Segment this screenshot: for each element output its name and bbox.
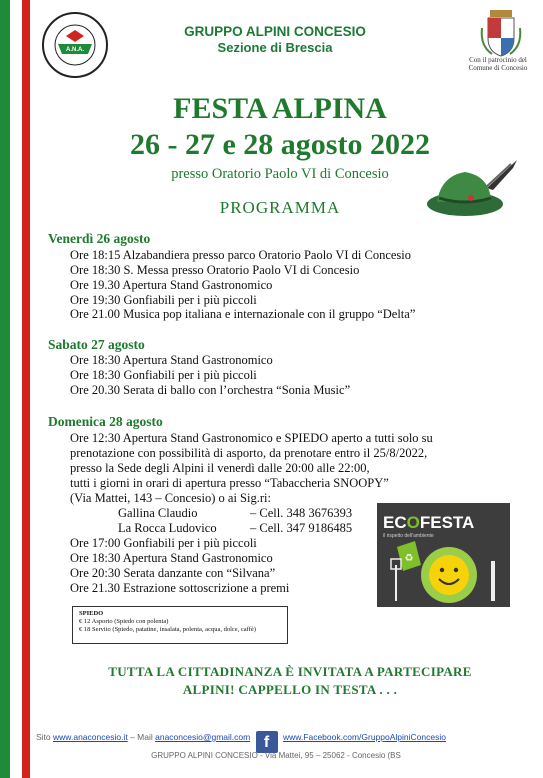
program-line: prenotazione con possibilità di asporto, da prenotare entro il 25/8/2022,	[70, 446, 428, 460]
contact-name: Gallina Claudio	[118, 506, 198, 520]
flag-stripe-red	[22, 0, 30, 778]
svg-text:A.N.A.: A.N.A.	[66, 47, 84, 53]
mail-link[interactable]: anaconcesio@gmail.com	[155, 732, 251, 742]
flag-stripe-green	[0, 0, 10, 778]
facebook-icon[interactable]: f	[256, 731, 278, 753]
program-line: tutti i giorni in orari di apertura presso “Tabaccheria SNOOPY”	[70, 476, 389, 490]
contact-name: La Rocca Ludovico	[118, 521, 217, 535]
program-line: Ore 18:15 Alzabandiera presso parco Oratorio Paolo VI di Concesio	[70, 248, 411, 262]
program-line: Ore 12:30 Apertura Stand Gastronomico e SPIEDO aperto a tutti solo su	[70, 431, 433, 445]
day-title-friday: Venerdì 26 agosto	[48, 231, 151, 246]
comune-crest-icon	[478, 8, 524, 58]
program-line: presso la Sede degli Alpini il venerdì dalle 20:00 alle 22:00,	[70, 461, 370, 475]
org-name: GRUPPO ALPINI CONCESIO	[184, 24, 366, 39]
spiedo-title: SPIEDO	[79, 610, 104, 617]
mail-label: – Mail	[130, 732, 153, 742]
program-line: Ore 19:30 Gonfiabili per i più piccoli	[70, 293, 257, 307]
day-title-saturday: Sabato 27 agosto	[48, 337, 145, 352]
footer-address: GRUPPO ALPINI CONCESIO - Via Mattei, 95 – 25062 - Concesio (BS	[151, 751, 401, 760]
program-line: (Via Mattei, 143 – Concesio) o ai Sig.ri:	[70, 491, 271, 505]
program-line: Ore 21.30 Estrazione sottoscrizione a premi	[70, 581, 290, 595]
program-line: Ore 19.30 Apertura Stand Gastronomico	[70, 278, 273, 292]
contact-phone: – Cell. 347 9186485	[250, 521, 353, 535]
spiedo-price-line: € 12 Asporto (Spiedo con polenta)	[79, 618, 169, 625]
links-bar	[36, 731, 536, 753]
facebook-link[interactable]: www.Facebook.com/GruppoAlpiniConcesio	[282, 732, 446, 742]
org-section: Sezione di Brescia	[217, 40, 333, 55]
programma-heading: PROGRAMMA	[219, 198, 341, 217]
program-line: Ore 20.30 Serata di ballo con l’orchestra “Sonia Music”	[70, 383, 351, 397]
event-title: FESTA ALPINA	[173, 92, 387, 125]
day-title-sunday: Domenica 28 agosto	[48, 414, 163, 429]
program-line: Ore 18:30 Apertura Stand Gastronomico	[70, 353, 273, 367]
contact-phone: – Cell. 348 3676393	[250, 506, 353, 520]
program-line: Ore 21.00 Musica pop italiana e internazionale con il gruppo “Delta”	[70, 307, 416, 321]
program-line: Ore 18:30 S. Messa presso Oratorio Paolo VI di Concesio	[70, 263, 360, 277]
patronage-text: Con il patrocinio del Comune di Concesio	[468, 56, 528, 72]
site-link[interactable]: www.anaconcesio.it	[53, 732, 128, 742]
smiley-plate-icon	[377, 503, 510, 607]
event-location: presso Oratorio Paolo VI di Concesio	[171, 166, 389, 182]
invite-line-1: TUTTA LA CITTADINANZA È INVITATA A PARTECIPARE	[108, 664, 472, 679]
ana-logo	[42, 12, 108, 78]
spiedo-price-line: € 18 Servito (Spiedo, patatine, insalata, polenta, acqua, dolce, caffè)	[79, 626, 256, 633]
spiedo-price-box	[72, 606, 288, 644]
program-line: Ore 20:30 Serata danzante con “Silvana”	[70, 566, 276, 580]
program-line: Ore 18:30 Gonfiabili per i più piccoli	[70, 368, 257, 382]
program-line: Ore 17:00 Gonfiabili per i più piccoli	[70, 536, 257, 550]
svg-text:♻: ♻	[404, 553, 414, 564]
ecofesta-subtitle: il rispetto dell'ambiente	[383, 533, 434, 539]
program-line: Ore 18:30 Apertura Stand Gastronomico	[70, 551, 273, 565]
ecofesta-badge	[377, 503, 510, 607]
flag-stripe-white	[10, 0, 22, 778]
ecofesta-title: ECOFESTA	[383, 513, 475, 532]
invite-line-2: ALPINI! CAPPELLO IN TESTA . . .	[182, 682, 398, 697]
event-dates: 26 - 27 e 28 agosto 2022	[130, 128, 430, 161]
alpine-hat-icon	[425, 158, 520, 220]
site-label: Sito	[36, 732, 51, 742]
